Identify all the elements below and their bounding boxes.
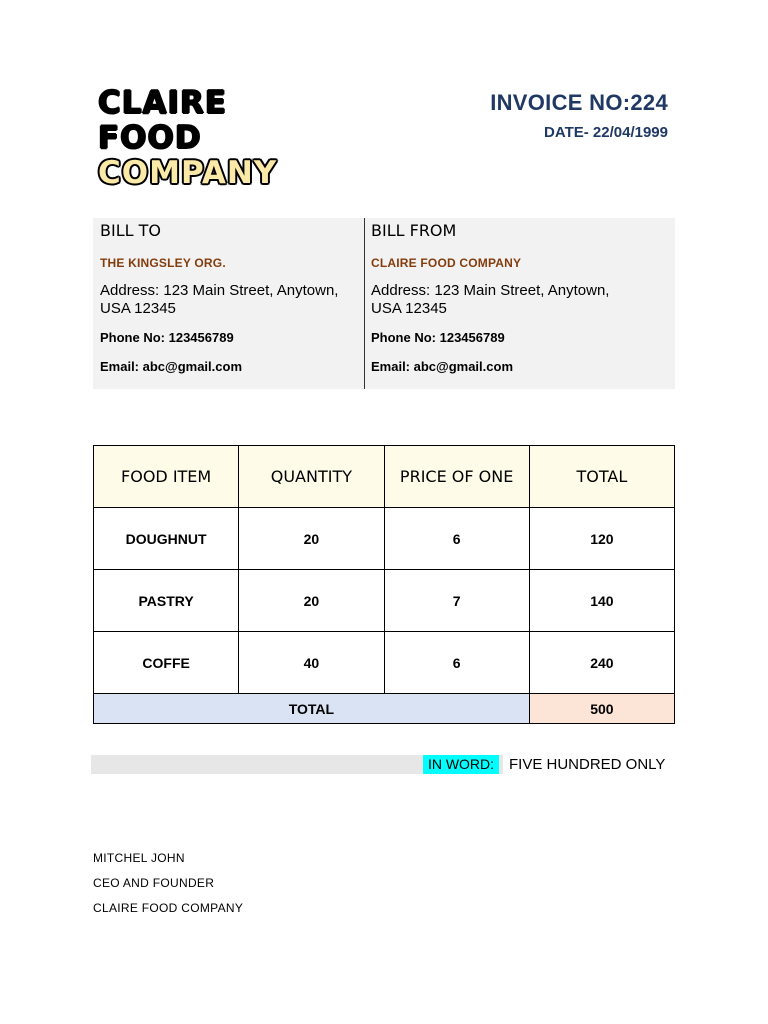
cell-price: 6 xyxy=(384,632,529,694)
in-word-label: IN WORD: xyxy=(423,755,499,774)
cell-price: 6 xyxy=(384,508,529,570)
bill-from-email: Email: abc@gmail.com xyxy=(371,359,513,374)
bill-to-name: THE KINGSLEY ORG. xyxy=(100,256,226,270)
bill-from-heading: BILL FROM xyxy=(371,221,457,240)
total-value: 500 xyxy=(529,694,674,724)
table-row xyxy=(94,508,675,570)
header-price-of-one: PRICE OF ONE xyxy=(384,446,529,508)
table-row xyxy=(94,632,675,694)
cell-quantity: 40 xyxy=(239,632,384,694)
logo-line-company: COMPANY xyxy=(98,155,278,191)
bill-from-address: Address: 123 Main Street, Anytown, USA 12345 xyxy=(371,282,610,317)
bill-to-heading: BILL TO xyxy=(100,221,161,240)
company-logo xyxy=(98,86,277,191)
invoice-date: DATE- 22/04/1999 xyxy=(544,124,668,141)
header-quantity: QUANTITY xyxy=(239,446,384,508)
cell-food-item: COFFE xyxy=(94,632,239,694)
in-word-value: FIVE HUNDRED ONLY xyxy=(503,755,677,774)
cell-food-item: PASTRY xyxy=(94,570,239,632)
cell-total: 140 xyxy=(529,570,674,632)
cell-price: 7 xyxy=(384,570,529,632)
signature-title: CEO AND FOUNDER xyxy=(93,876,215,890)
logo-line-claire: CLAIRE xyxy=(98,85,228,121)
bill-from-section xyxy=(371,218,633,389)
signature-name: MITCHEL JOHN xyxy=(93,851,185,865)
bill-to-section xyxy=(100,218,362,389)
cell-total: 240 xyxy=(529,632,674,694)
invoice-number: INVOICE NO:224 xyxy=(490,90,668,115)
cell-quantity: 20 xyxy=(239,570,384,632)
cell-quantity: 20 xyxy=(239,508,384,570)
bill-divider xyxy=(364,218,365,389)
bill-to-email: Email: abc@gmail.com xyxy=(100,359,242,374)
logo-line-food: FOOD xyxy=(98,120,202,156)
in-word-bar xyxy=(91,755,677,774)
table-row xyxy=(94,570,675,632)
bill-to-address: Address: 123 Main Street, Anytown, USA 12345 xyxy=(100,282,339,317)
cell-food-item: DOUGHNUT xyxy=(94,508,239,570)
billing-box xyxy=(93,218,675,389)
table-header-row xyxy=(94,446,675,508)
cell-total: 120 xyxy=(529,508,674,570)
bill-from-phone: Phone No: 123456789 xyxy=(371,330,505,345)
items-table xyxy=(93,445,675,724)
header-food-item: FOOD ITEM xyxy=(94,446,239,508)
table-total-row xyxy=(94,694,675,724)
bill-to-phone: Phone No: 123456789 xyxy=(100,330,234,345)
signature-company: CLAIRE FOOD COMPANY xyxy=(93,901,244,915)
total-label: TOTAL xyxy=(94,694,530,724)
bill-from-name: CLAIRE FOOD COMPANY xyxy=(371,256,522,270)
header-total: TOTAL xyxy=(529,446,674,508)
